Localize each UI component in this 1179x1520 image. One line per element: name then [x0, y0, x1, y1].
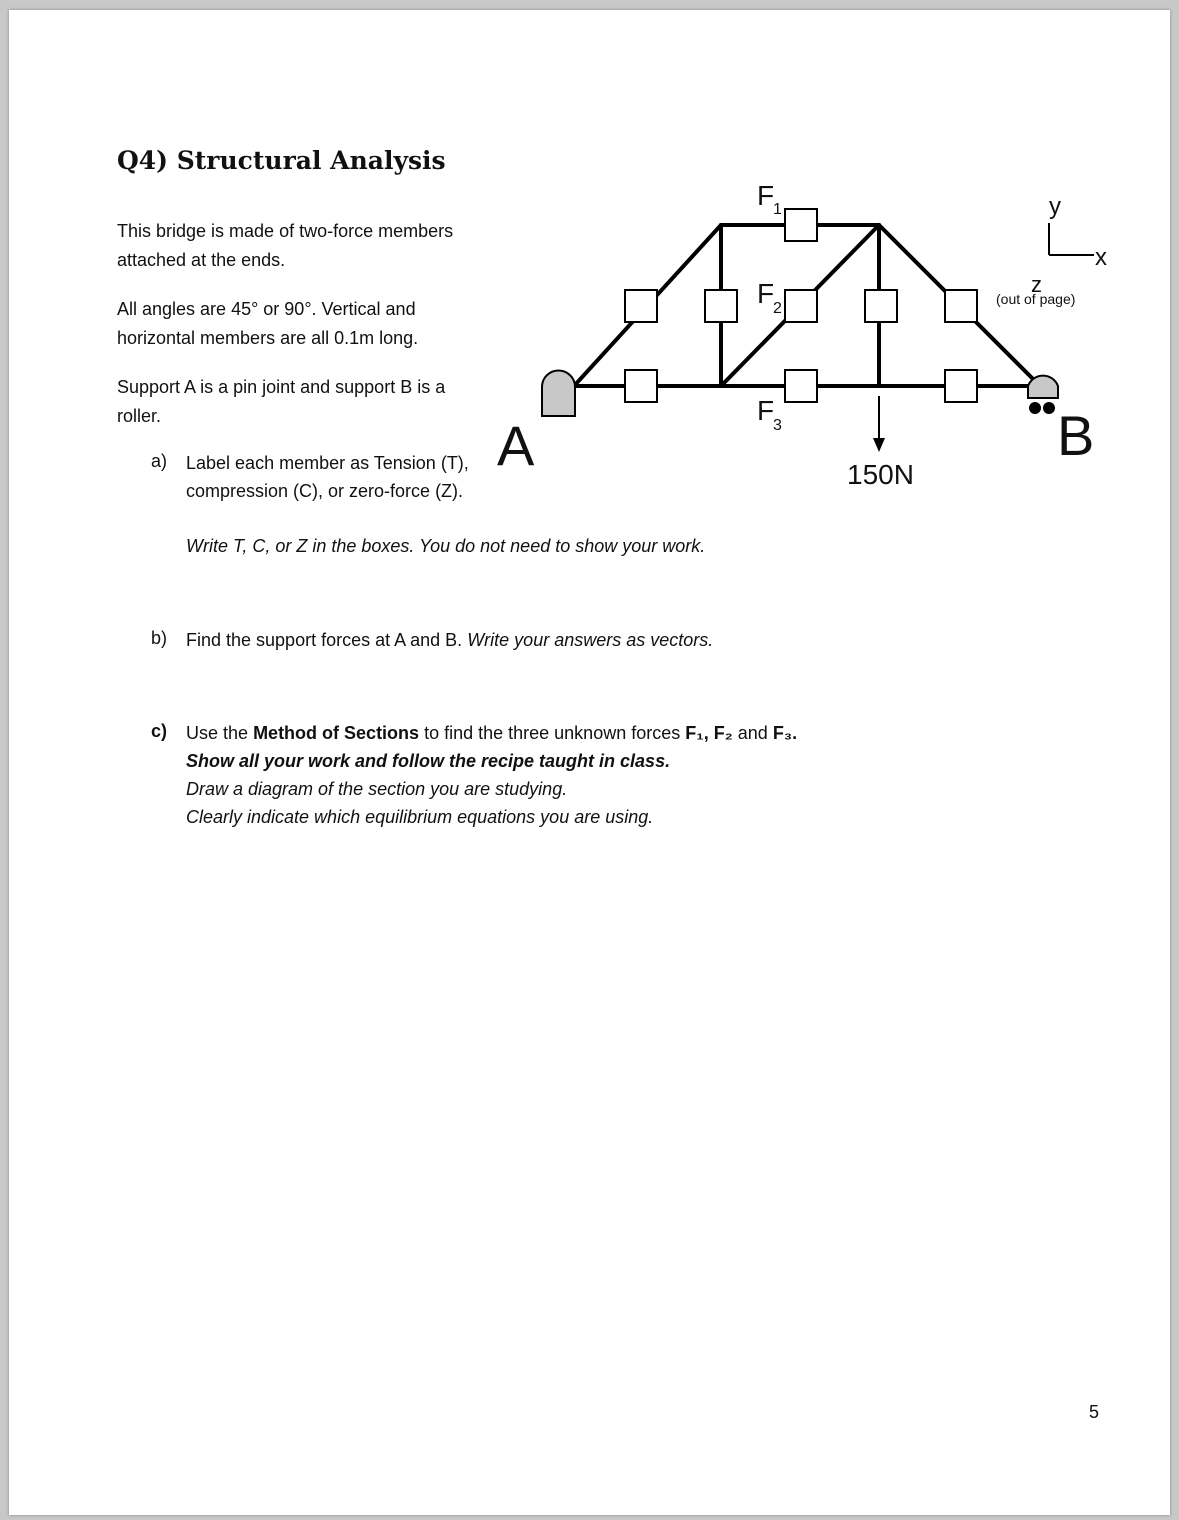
intro-p2-line1: All angles are 45° or 90°. Vertical and: [117, 299, 416, 319]
answer-box-top-chord[interactable]: [785, 209, 817, 241]
intro-p3-line1: Support A is a pin joint and support B is a: [117, 377, 446, 397]
part-c-method: Method of Sections: [253, 723, 420, 743]
part-c-line1: [186, 719, 886, 747]
roller-support-b: [1028, 376, 1058, 398]
intro-p2-line2: horizontal members are all 0.1m long.: [117, 328, 419, 348]
intro-p1-line2: attached at the ends.: [117, 250, 286, 270]
answer-box-left-diagonal[interactable]: [625, 290, 657, 322]
pin-support-a: [542, 371, 575, 416]
z-axis-label: z: [1031, 272, 1042, 297]
part-b-label: b): [151, 628, 168, 648]
part-c-label: c): [151, 721, 168, 741]
part-c-f2: F₂: [713, 723, 733, 743]
part-c-line4: Clearly indicate which equilibrium equations you are using.: [186, 807, 654, 827]
answer-box-right-diagonal[interactable]: [945, 290, 977, 322]
load-label: 150N: [847, 459, 914, 490]
truss-diagram: [9, 10, 1170, 530]
part-c-line3: Draw a diagram of the section you are studying.: [186, 779, 568, 799]
f1-subscript: 1: [773, 201, 782, 218]
answer-box-bottom-middle[interactable]: [785, 370, 817, 402]
part-c-line2: Show all your work and follow the recipe taught in class.: [186, 751, 671, 771]
part-c-and: and: [737, 723, 768, 743]
f2-letter: F: [757, 278, 775, 309]
support-b-label: B: [1057, 404, 1095, 467]
coordinate-axes: [996, 193, 1107, 307]
f3-letter: F: [757, 395, 775, 426]
f1-letter: F: [757, 180, 775, 211]
z-axis-note: (out of page): [996, 291, 1076, 307]
answer-box-left-vertical[interactable]: [705, 290, 737, 322]
part-b-text: [186, 626, 713, 654]
f3-subscript: 3: [773, 417, 782, 434]
part-c-pre: Use the: [186, 723, 249, 743]
intro-p3-line2: roller.: [117, 406, 162, 426]
part-c-f3: F₃.: [772, 723, 798, 743]
part-a-instruction: Write T, C, or Z in the boxes. You do not need to show your work.: [186, 536, 706, 556]
y-axis-label: y: [1049, 193, 1061, 220]
part-c-mid: to find the three unknown forces: [424, 723, 681, 743]
answer-box-right-vertical[interactable]: [865, 290, 897, 322]
answer-box-middle-diagonal[interactable]: [785, 290, 817, 322]
load-arrow-head: [873, 438, 885, 452]
answer-box-bottom-right[interactable]: [945, 370, 977, 402]
f2-subscript: 2: [773, 300, 782, 317]
part-b-italic: Write your answers as vectors.: [467, 630, 714, 650]
intro-p1-line1: This bridge is made of two-force members: [117, 221, 454, 241]
roller-wheel-left: [1029, 402, 1041, 414]
page-number: 5: [1089, 1402, 1100, 1422]
part-a-label: a): [151, 451, 168, 471]
part-a-line1: Label each member as Tension (T),: [186, 453, 469, 473]
x-axis-label: x: [1095, 244, 1107, 271]
answer-box-bottom-left[interactable]: [625, 370, 657, 402]
part-c-f1: F₁,: [685, 723, 709, 743]
support-a-label: A: [497, 414, 535, 477]
part-b-main: Find the support forces at A and B.: [186, 630, 463, 650]
roller-wheel-right: [1043, 402, 1055, 414]
part-c-text: [186, 719, 886, 831]
question-title: Q4) Structural Analysis: [117, 146, 446, 175]
part-a-line2: compression (C), or zero-force (Z).: [186, 481, 464, 501]
answer-boxes: [625, 209, 977, 402]
document-page: [9, 10, 1170, 1515]
